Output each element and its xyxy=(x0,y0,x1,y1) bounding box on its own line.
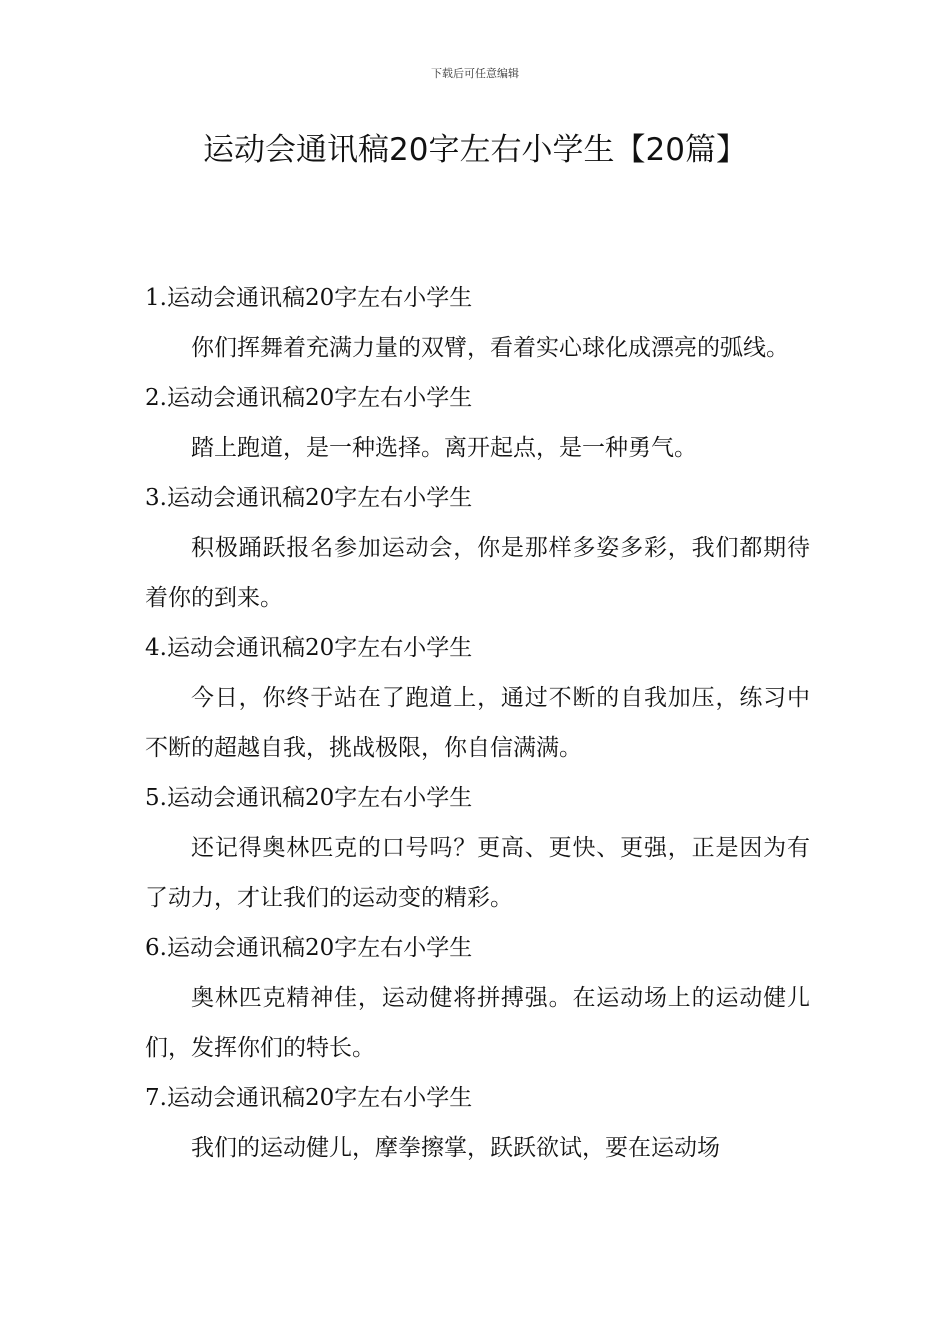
entry-paragraph: 踏上跑道，是一种选择。离开起点，是一种勇气。 xyxy=(191,435,697,461)
entry-heading: 3.运动会通讯稿20字左右小学生 xyxy=(145,485,473,511)
entry-heading: 5.运动会通讯稿20字左右小学生 xyxy=(145,785,473,811)
entry-paragraph: 你们挥舞着充满力量的双臂，看着实心球化成漂亮的弧线。 xyxy=(191,335,789,361)
entry-paragraph: 还记得奥林匹克的口号吗？更高、更快、更强，正是因为有了动力，才让我们的运动变的精彩。 xyxy=(145,835,810,911)
entry-heading: 2.运动会通讯稿20字左右小学生 xyxy=(145,385,473,411)
entry-paragraph: 我们的运动健儿，摩拳擦掌，跃跃欲试，要在运动场 xyxy=(191,1135,720,1161)
entry-3 xyxy=(145,473,810,623)
entry-heading: 6.运动会通讯稿20字左右小学生 xyxy=(145,935,473,961)
entry-heading: 1.运动会通讯稿20字左右小学生 xyxy=(145,285,473,311)
entry-6 xyxy=(145,923,810,1073)
entry-paragraph: 今日，你终于站在了跑道上，通过不断的自我加压，练习中不断的超越自我，挑战极限，你自信满满。 xyxy=(145,685,810,761)
document-title: 运动会通讯稿20字左右小学生【20篇】 xyxy=(203,132,747,168)
entry-7 xyxy=(145,1073,810,1173)
page-header-note: 下载后可任意编辑 xyxy=(431,67,519,80)
entry-1 xyxy=(145,273,810,373)
document-body xyxy=(145,273,810,1173)
entry-5 xyxy=(145,773,810,923)
entry-heading: 7.运动会通讯稿20字左右小学生 xyxy=(145,1085,473,1111)
entry-heading: 4.运动会通讯稿20字左右小学生 xyxy=(145,635,473,661)
entry-paragraph: 积极踊跃报名参加运动会，你是那样多姿多彩，我们都期待着你的到来。 xyxy=(145,535,810,611)
entry-4 xyxy=(145,623,810,773)
entry-paragraph: 奥林匹克精神佳，运动健将拼搏强。在运动场上的运动健儿们，发挥你们的特长。 xyxy=(145,985,810,1061)
entry-2 xyxy=(145,373,810,473)
